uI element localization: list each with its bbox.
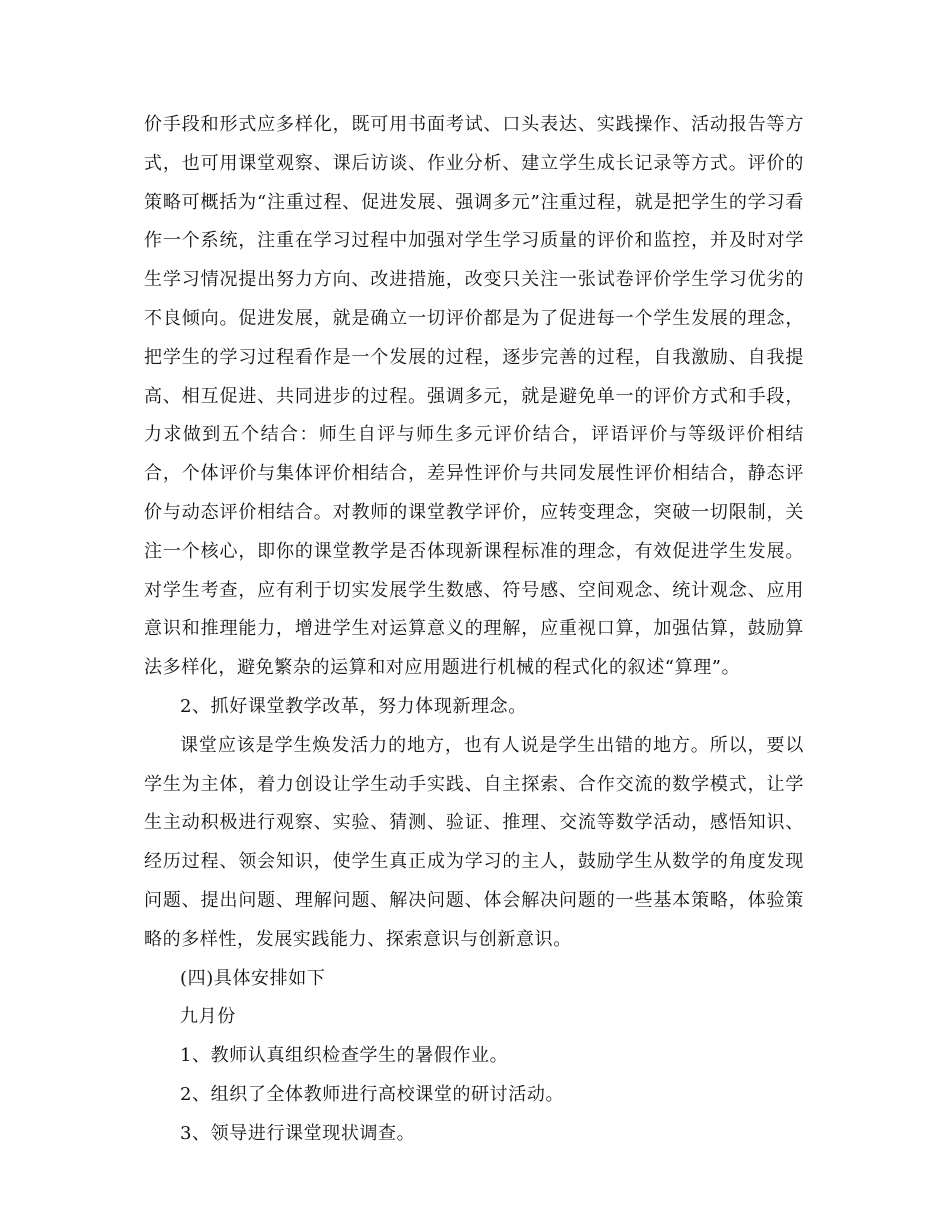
list-item: 3、领导进行课堂现状调查。 xyxy=(180,1122,416,1144)
classroom-paragraph: 课堂应该是学生焕发活力的地方，也有人说是学生出错的地方。所以，要以学生为主体，着力创设让学生动手实践、自主探索、合作交流的数学模式，让学生主动积极进行观察、实验、猜测、验证、推理、交流等数学活动，感悟知识、经历过程、领会知识，使学生真正成为学习的主人，鼓励学生从数学的角度发现问题、提出问题、理解问题、解决问题、体会解决问题的一些基本策略，体验策略的多样性，发展实践能力、探索意识与创新意识。 xyxy=(144,734,804,950)
section-heading-schedule: (四)具体安排如下 xyxy=(180,967,326,989)
list-item: 1、教师认真组织检查学生的暑假作业。 xyxy=(180,1045,509,1067)
month-heading-september: 九月份 xyxy=(180,1006,236,1028)
list-item: 2、组织了全体教师进行高校课堂的研讨活动。 xyxy=(180,1083,565,1105)
evaluation-paragraph: 价手段和形式应多样化，既可用书面考试、口头表达、实践操作、活动报告等方式，也可用课堂观察、课后访谈、作业分析、建立学生成长记录等方式。评价的策略可概括为“注重过程、促进发展、强调多元”注重过程，就是把学生的学习看作一个系统，注重在学习过程中加强对学生学习质量的评价和监控，并及时对学生学习情况提出努力方向、改进措施，改变只关注一张试卷评价学生学习优劣的不良倾向。促进发展，就是确立一切评价都是为了促进每一个学生发展的理念，把学生的学习过程看作是一个发展的过程，逐步完善的过程，自我激励、自我提高、相互促进、共同进步的过程。强调多元，就是避免单一的评价方式和手段，力求做到五个结合：师生自评与师生多元评价结合，评语评价与等级评价相结合，个体评价与集体评价相结合，差异性评价与共同发展性评价相结合，静态评价与动态评价相结合。对教师的课堂教学评价，应转变理念，突破一切限制，关注一个核心，即你的课堂教学是否体现新课程标准的理念，有效促进学生发展。对学生考查，应有利于切实发展学生数感、符号感、空间观念、统计观念、应用意识和推理能力，增进学生对运算意义的理解，应重视口算，加强估算，鼓励算法多样化，避免繁杂的运算和对应用题进行机械的程式化的叙述“算理”。 xyxy=(144,114,804,679)
document-body xyxy=(144,106,804,1154)
section-heading-classroom-reform: 2、抓好课堂教学改革，努力体现新理念。 xyxy=(180,695,527,717)
